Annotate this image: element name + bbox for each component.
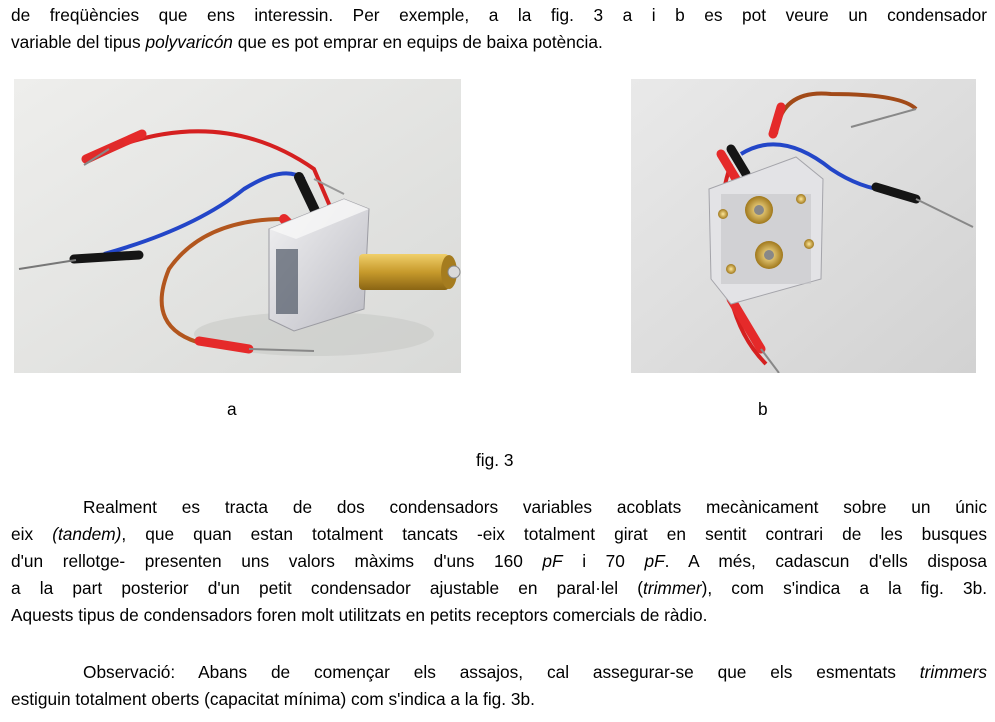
tandem-term: (tandem)	[52, 524, 122, 544]
photo-capacitor-back-view	[631, 79, 976, 373]
trimmer-term: trimmer	[643, 578, 702, 598]
figure-caption: fig. 3	[476, 450, 514, 470]
para3-line-2: estiguin totalment oberts (capacitat mínima) com s'indica a la fig. 3b.	[11, 689, 535, 709]
intro-line-2: variable del tipus polyvaricón que es pot emprar en equips de baixa potència.	[11, 32, 603, 52]
para2-line-1: Realment es tracta de dos condensadors variables acoblats mecànicament sobre un únic	[83, 497, 987, 517]
intro-paragraph	[11, 2, 987, 56]
para2-line-4: a la part posterior d'un petit condensador ajustable en paral·lel (trimmer), com s'indica a la fig. 3b.	[11, 578, 987, 598]
figure-reference: fig. 3 a i b	[550, 5, 685, 25]
unit-pf-1: pF	[542, 551, 563, 571]
para3-line-1: Observació: Abans de començar els assajos, cal assegurar-se que els esmentats trimmers	[83, 662, 987, 682]
capacitor-back-photo	[631, 79, 976, 373]
figure-a-label: a	[227, 399, 237, 419]
para2-line-5: Aquests tipus de condensadors foren molt utilitzats en petits receptors comercials de ràdio.	[11, 605, 708, 625]
observation-paragraph	[11, 659, 987, 713]
para2-line-3: d'un rellotge- presenten uns valors màxims d'uns 160 pF i 70 pF. A més, cadascun d'ells disposa	[11, 551, 987, 571]
figure-b-label: b	[758, 399, 768, 419]
trimmers-term: trimmers	[919, 662, 987, 682]
photo-capacitor-side-view	[14, 79, 461, 373]
unit-pf-2: pF	[644, 551, 665, 571]
capacitor-side-photo	[14, 79, 461, 373]
polyvaricon-term: polyvaricón	[145, 32, 233, 52]
intro-line-1: de freqüències que ens interessin. Per exemple, a la fig. 3 a i b es pot veure un condensador	[11, 5, 987, 25]
para2-line-2: eix (tandem), que quan estan totalment tancats -eix totalment girat en sentit contrari de les busques	[11, 524, 987, 544]
description-paragraph	[11, 494, 987, 629]
